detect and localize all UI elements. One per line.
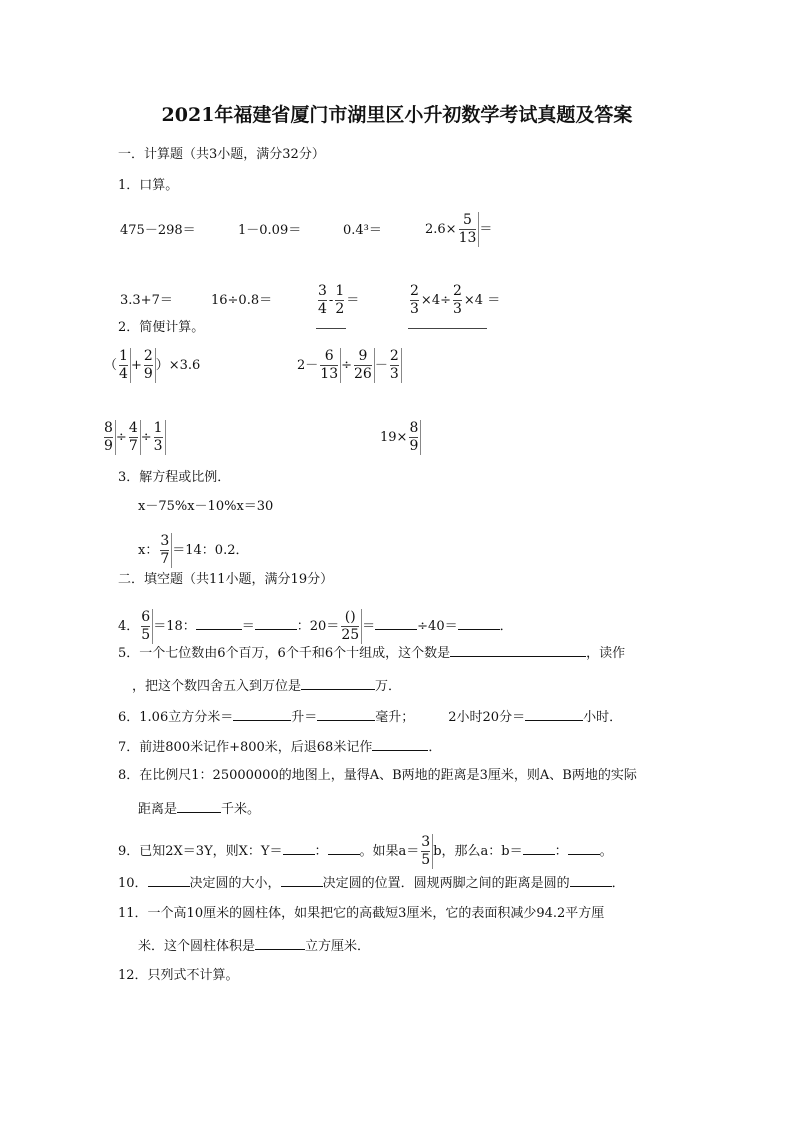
question-8-line2: 距离是 千米。 xyxy=(138,799,260,819)
question-7: 7．前进800米记作+800米，后退68米记作 ． xyxy=(118,737,441,757)
question-2-label: 2．简便计算。 xyxy=(118,320,205,335)
section-heading-1: 一．计算题（共3小题，满分32分） xyxy=(118,147,325,162)
expr-text: 2.6× xyxy=(425,222,457,237)
equation-2: x： $\frac{3}{7}$ ＝14：0.2． xyxy=(138,533,249,567)
simplify-calc-4: 19× $\frac{8}{9}$ xyxy=(380,418,421,458)
mental-calc-8: $\frac{2}{3}$ ×4÷ $\frac{2}{3}$ ×4 ＝ xyxy=(408,274,500,329)
question-8-line1: 8．在比例尺1：25000000的地图上，量得A、B两地的距离是3厘米，则A、B两地的实际 xyxy=(118,768,637,783)
simplify-calc-1: （ $\frac{1}{4}$ + $\frac{2}{9}$ ）×3.6 xyxy=(104,348,201,382)
mental-calc-1: 475－298＝ xyxy=(120,223,196,238)
equation-1: x－75%x－10%x＝30 xyxy=(138,499,274,514)
question-10: 10． 决定圆的大小， 决定圆的位置．圆规两脚之间的距离是圆的 ． xyxy=(118,873,625,893)
question-9: 9．已知2X＝3Y，则X：Y＝ ： 。如果a＝ $\frac{3}{5}$ b，那么a：b＝ ： 。 xyxy=(118,834,613,868)
mental-calc-3: 0.4³＝ xyxy=(343,223,382,238)
simplify-calc-3: $\frac{8}{9}$ ÷ $\frac{4}{7}$ ÷ $\frac{1}{3}$ xyxy=(102,418,166,458)
section-heading-2: 二．填空题（共11小题，满分19分） xyxy=(118,572,334,587)
question-6: 6．1.06立方分米＝ 升＝ 毫升； 2小时20分＝ 小时． xyxy=(118,707,622,727)
mental-calc-4 xyxy=(425,203,492,257)
mental-calc-2: 1－0.09＝ xyxy=(238,223,302,238)
mental-calc-5: 3.3+7＝ xyxy=(120,293,173,308)
question-4: 4． $\frac{6}{5}$ ＝18： ＝ ：20＝ $\frac{()}{25}$ ＝ ÷40＝ ． xyxy=(118,609,513,643)
mental-calc-6: 16÷0.8＝ xyxy=(211,293,273,308)
question-1-label: 1．口算。 xyxy=(118,178,179,193)
simplify-calc-2: 2－ $\frac{6}{13}$ ÷ $\frac{9}{26}$ － $\frac{2}{3}$ xyxy=(297,346,402,386)
question-5-line2: ，把这个数四舍五入到万位是 万． xyxy=(132,676,401,696)
question-5-line1: 5．一个七位数由6个百万，6个千和6个十组成，这个数是 ，读作 xyxy=(118,643,625,663)
question-11-line2: 米．这个圆柱体积是 立方厘米． xyxy=(138,936,370,956)
question-3-label: 3．解方程或比例． xyxy=(118,470,231,485)
page-title: 2021年福建省厦门市湖里区小升初数学考试真题及答案 xyxy=(161,104,633,126)
fraction: $\frac{5}{13}$ xyxy=(457,212,480,247)
expr-text: ＝ xyxy=(479,222,493,237)
mental-calc-7: $\frac{3}{4}$ - $\frac{1}{2}$ ＝ xyxy=(316,274,359,329)
question-11-line1: 11．一个高10厘米的圆柱体，如果把它的高截短3厘米，它的表面积减少94.2平方厘 xyxy=(118,906,605,921)
question-12-label: 12．只列式不计算。 xyxy=(118,968,239,983)
